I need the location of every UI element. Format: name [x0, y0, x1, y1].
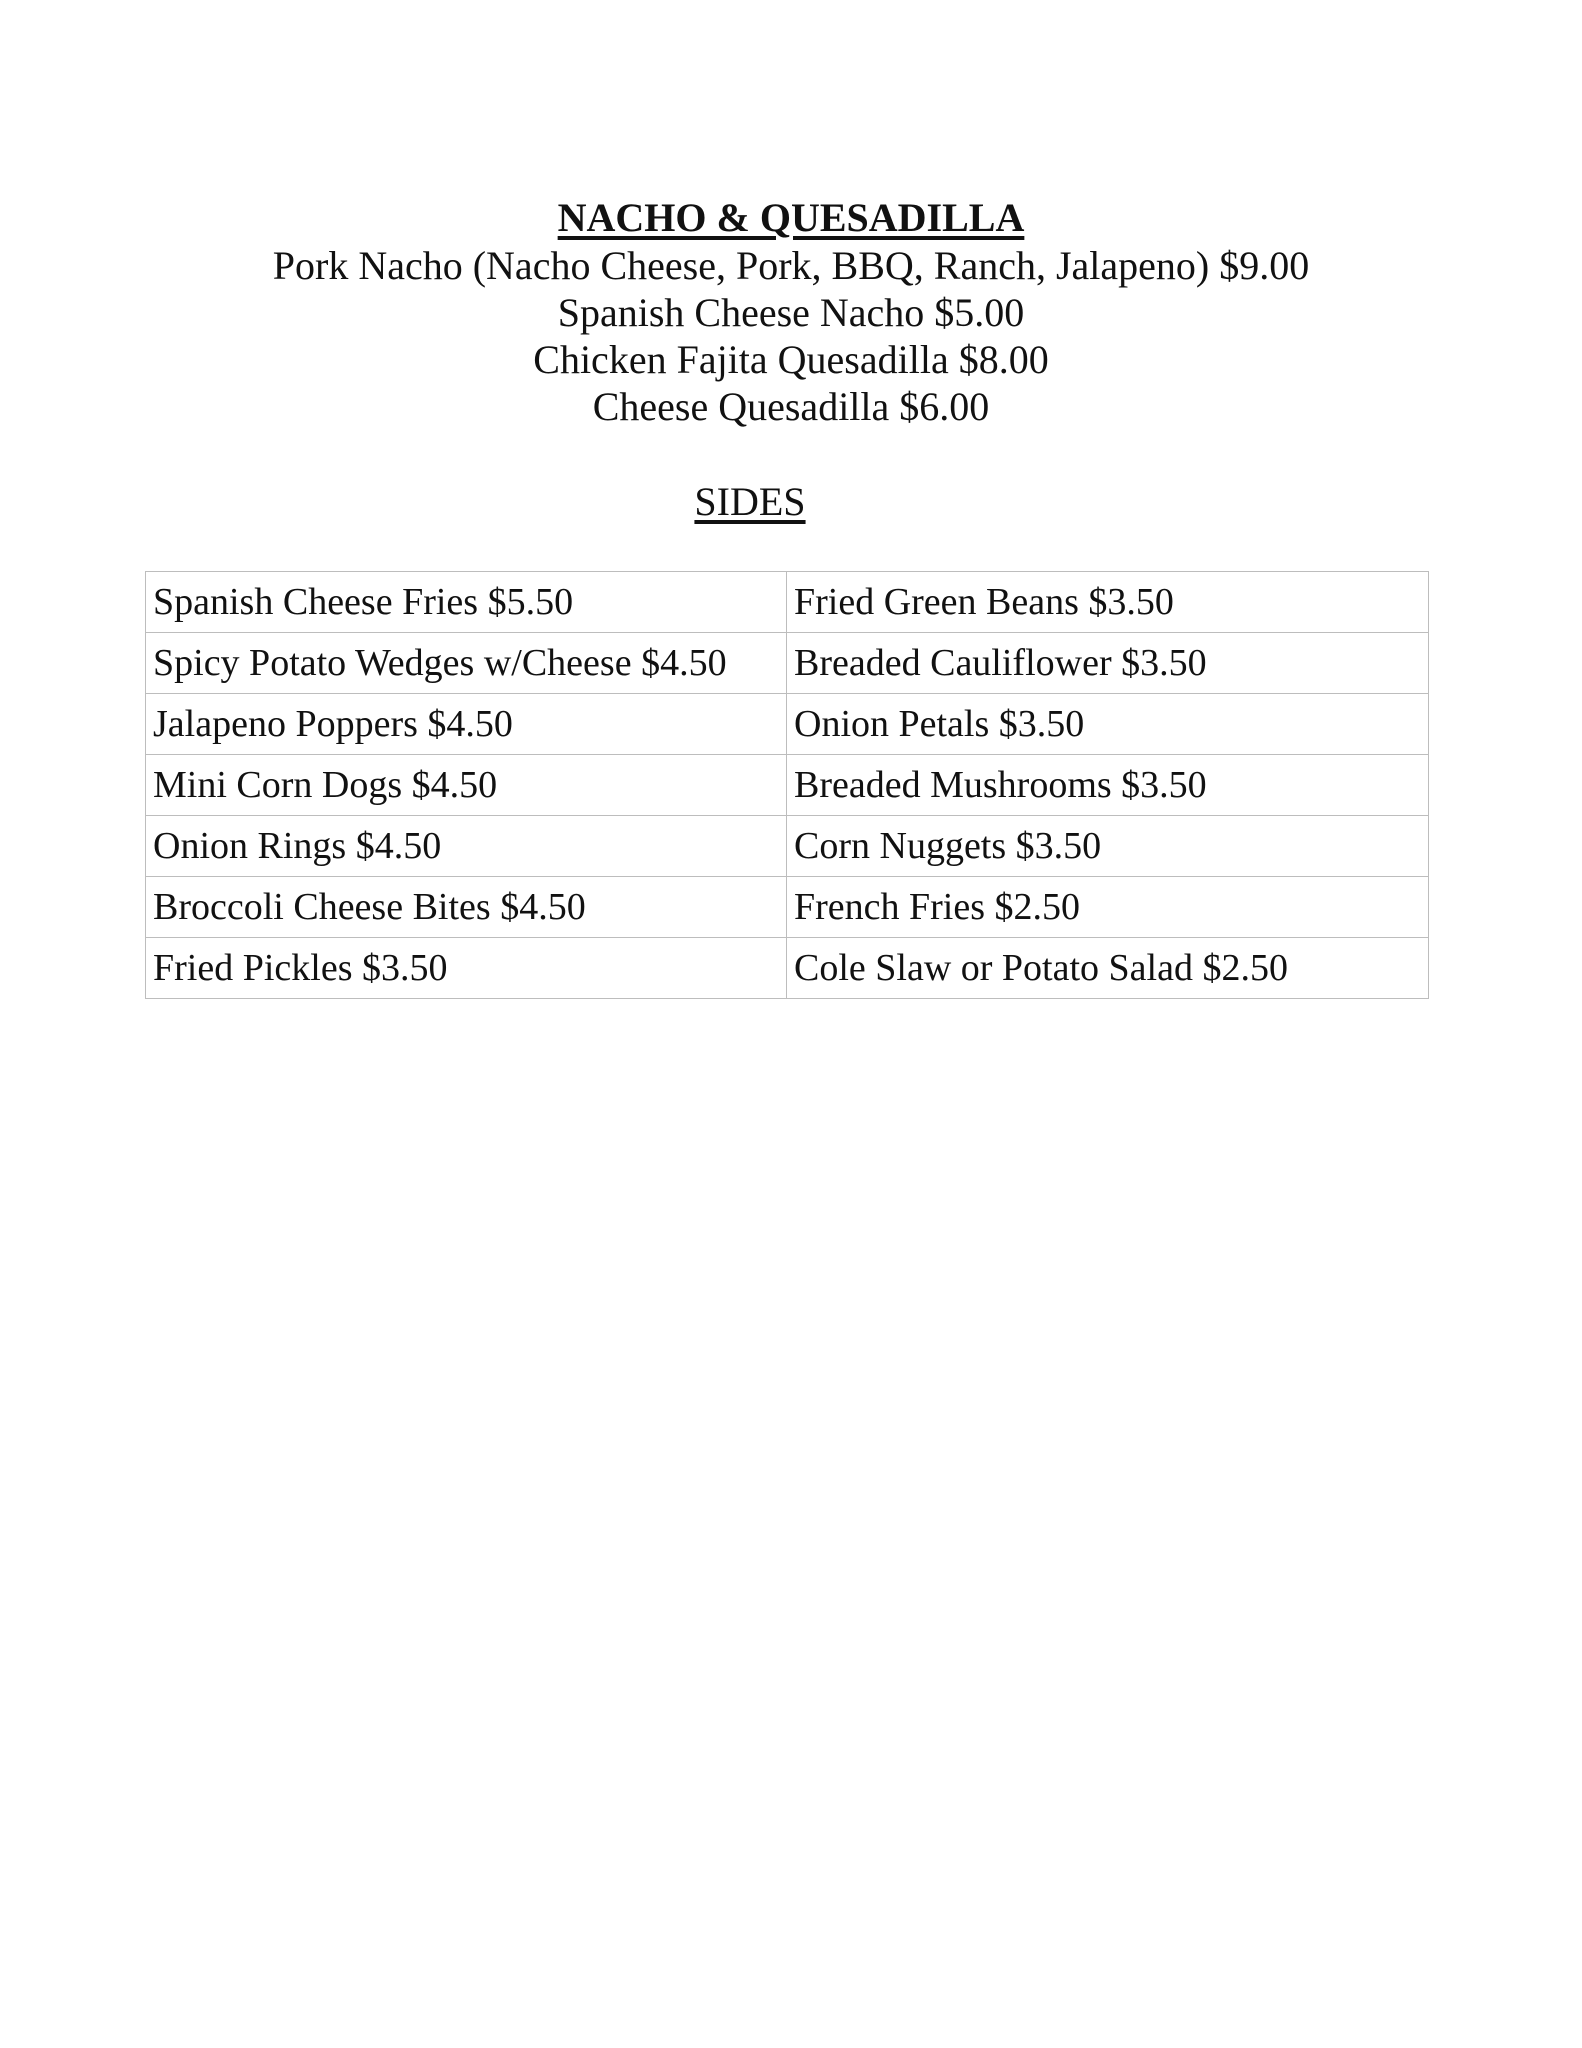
table-row	[146, 755, 1429, 816]
table-row	[146, 572, 1429, 633]
table-row	[146, 633, 1429, 694]
table-cell: Breaded Cauliflower $3.50	[787, 633, 1429, 694]
table-cell: French Fries $2.50	[787, 877, 1429, 938]
table-row	[146, 816, 1429, 877]
table-cell: Broccoli Cheese Bites $4.50	[146, 877, 787, 938]
table-cell: Spicy Potato Wedges w/Cheese $4.50	[146, 633, 787, 694]
menu-item: Pork Nacho (Nacho Cheese, Pork, BBQ, Ranch, Jalapeno) $9.00	[272, 243, 1310, 288]
nacho-quesadilla-heading: NACHO & QUESADILLA	[557, 195, 1025, 240]
table-cell: Mini Corn Dogs $4.50	[146, 755, 787, 816]
table-cell: Spanish Cheese Fries $5.50	[146, 572, 787, 633]
table-cell: Onion Rings $4.50	[146, 816, 787, 877]
table-cell: Jalapeno Poppers $4.50	[146, 694, 787, 755]
menu-item: Cheese Quesadilla $6.00	[592, 384, 990, 429]
nacho-quesadilla-section	[0, 194, 1582, 430]
menu-item: Chicken Fajita Quesadilla $8.00	[533, 337, 1049, 382]
table-row	[146, 938, 1429, 999]
table-cell: Breaded Mushrooms $3.50	[787, 755, 1429, 816]
menu-item: Spanish Cheese Nacho $5.00	[557, 290, 1025, 335]
table-cell: Corn Nuggets $3.50	[787, 816, 1429, 877]
table-cell: Fried Green Beans $3.50	[787, 572, 1429, 633]
table-row	[146, 877, 1429, 938]
table-cell: Cole Slaw or Potato Salad $2.50	[787, 938, 1429, 999]
table-cell: Fried Pickles $3.50	[146, 938, 787, 999]
table-row	[146, 694, 1429, 755]
table-cell: Onion Petals $3.50	[787, 694, 1429, 755]
sides-table	[145, 571, 1429, 999]
sides-heading: SIDES	[694, 479, 806, 524]
